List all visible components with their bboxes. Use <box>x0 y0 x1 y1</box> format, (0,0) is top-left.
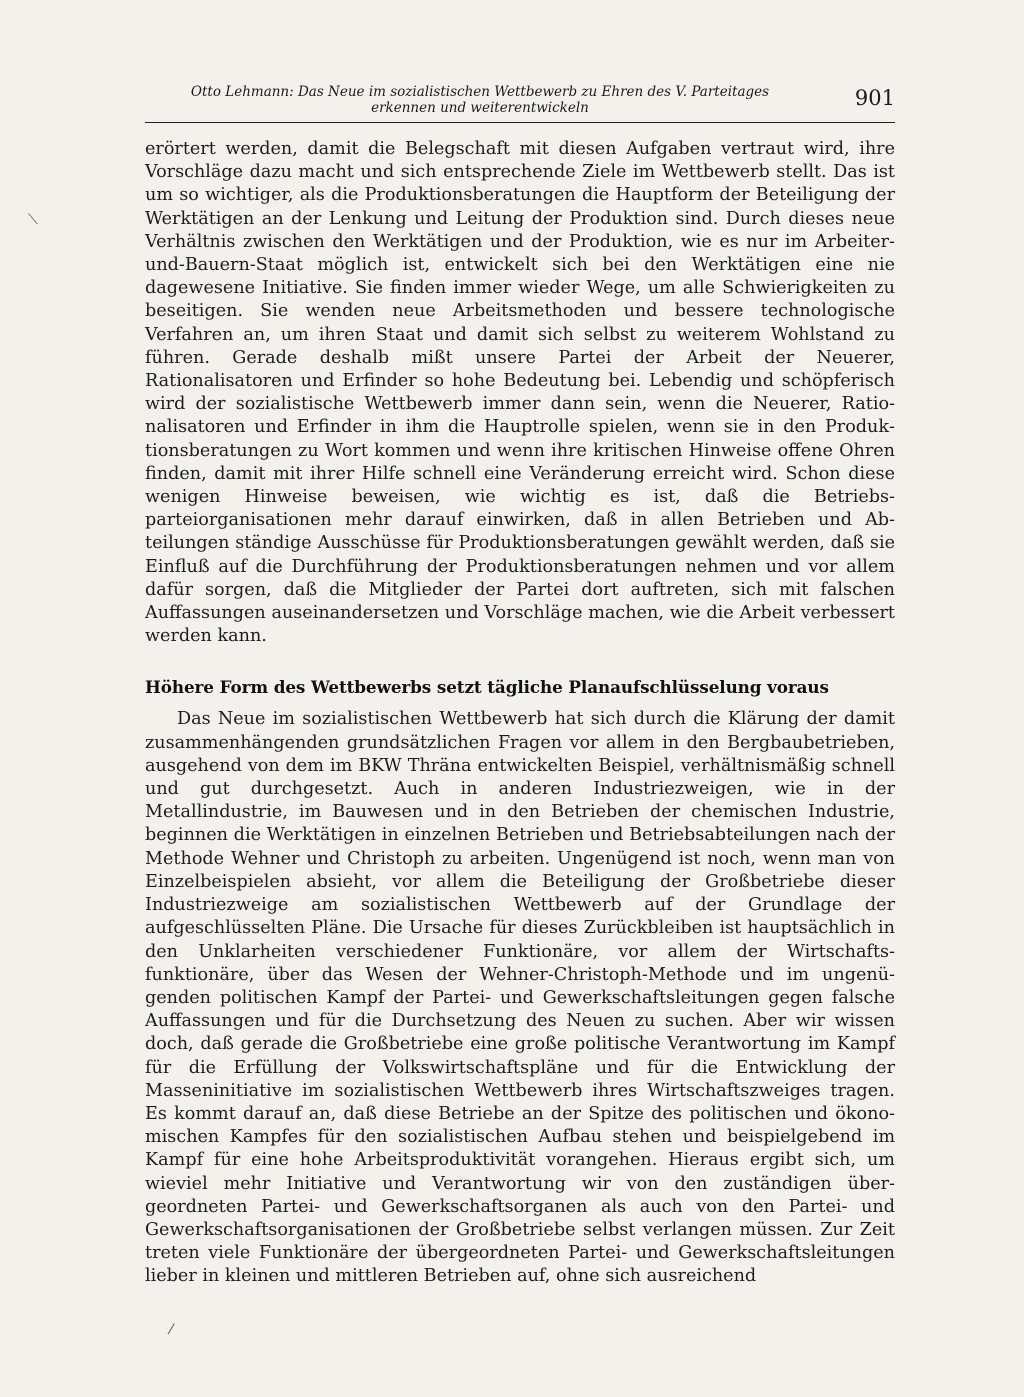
running-title-line-1: Otto Lehmann: Das Neue im sozialistischen Wettbewerb zu Ehren des V. Parteitages <box>190 84 770 100</box>
paragraph: erörtert werden, damit die Belegschaft mit diesen Aufgaben vertraut wird, ihre Vorschläge dazu macht und sich entsprechende Ziele im Wettbewerb stellt. Das ist um so wichtiger, als die Produktionsberatungen die Hauptform der Beteiligung der Werktätigen an der Lenkung und Leitung der Produktion sind. Durch dieses neue Verhältnis zwischen den Werktätigen und der Produktion, wie es nur im Arbeiter-und-Bauern-Staat möglich ist, entwickelt sich bei den Werktätigen eine nie dagewesene Initiative. Sie finden immer wieder Wege, um alle Schwierigkeiten zu beseitigen. Sie wenden neue Arbeitsmethoden und bessere technologische Verfahren an, um ihren Staat und damit sich selbst zu weiterem Wohlstand zu führen. Gerade deshalb mißt unsere Partei der Arbeit der Neuerer, Rationalisatoren und Erfinder so hohe Bedeutung bei. Lebendig und schöpferisch wird der sozialistische Wettbewerb immer dann sein, wenn die Neuerer, Rationalisatoren und Erfinder in ihm die Hauptrolle spielen, wenn sie in den Produktionsberatungen zu Wort kommen und wenn ihre kritischen Hinweise offene Ohren finden, damit mit ihrer Hilfe schnell eine Veränderung erreicht wird. Schon diese wenigen Hinweise beweisen, wie wichtig es ist, daß die Betriebsparteiorganisationen mehr darauf einwirken, daß in allen Betrieben und Abteilungen ständige Ausschüsse für Produktionsberatungen gewählt werden, daß sie Einfluß auf die Durchführung der Produktionsberatungen nehmen und vor allem dafür sorgen, daß die Mitglieder der Partei dort auftreten, sich mit falschen Auffassungen auseinandersetzen und Vorschläge machen, wie die Arbeit verbessert werden kann. <box>145 139 895 647</box>
running-title-line-2: erkennen und weiterentwickeln <box>371 100 589 116</box>
running-header <box>145 82 895 123</box>
running-title <box>145 84 815 116</box>
page-number: 901 <box>854 86 895 110</box>
margin-mark: ⁄ <box>170 1322 173 1338</box>
margin-mark: ⟍ <box>28 212 38 228</box>
paragraph: Das Neue im sozialistischen Wettbewerb hat sich durch die Klärung der damit zusammenhängenden grundsätzlichen Fragen vor allem in den Bergbaubetrieben, ausgehend von dem im BKW Thräna entwickelten Beispiel, verhältnismäßig schnell und gut durchgesetzt. Auch in anderen Industriezweigen, wie in der Metallindustrie, im Bauwesen und in den Betrieben der chemischen Industrie, beginnen die Werktätigen in einzelnen Betrieben und Betriebsabteilungen nach der Methode Wehner und Christoph zu arbeiten. Ungenügend ist noch, wenn man von Einzelbeispielen absieht, vor allem die Beteiligung der Großbetriebe dieser Industriezweige am sozialistischen Wettbewerb auf der Grundlage der aufgeschlüsselten Pläne. Die Ursache für dieses Zurückbleiben ist hauptsächlich in den Unklarheiten verschiedener Funktionäre, vor allem der Wirtschaftsfunktionäre, über das Wesen der Wehner-Christoph-Methode und im ungenügenden politischen Kampf der Partei- und Gewerkschaftsleitungen gegen falsche Auffassungen und für die Durchsetzung des Neuen zu suchen. Aber wir wissen doch, daß gerade die Großbetriebe eine große politische Verantwortung im Kampf für die Erfüllung der Volkswirtschaftspläne und für die Entwicklung der Masseninitiative im sozialistischen Wettbewerb ihres Wirtschaftszweiges tragen. Es kommt darauf an, daß diese Betriebe an der Spitze des politischen und ökonomischen Kampfes für den sozialistischen Aufbau stehen und beispielgebend im Kampf für eine hohe Arbeitsproduktivität vorangehen. Hieraus ergibt sich, um wieviel mehr Initiative und Verantwortung wir von den zuständigen übergeordneten Partei- und Gewerkschaftsorganen als auch von den Partei- und Gewerkschaftsorganisationen der Großbetriebe selbst verlangen müssen. Zur Zeit treten viele Funktionäre der übergeordneten Partei- und Gewerkschaftsleitungen lieber in kleinen und mittleren Betrieben auf, ohne sich ausreichend <box>145 709 895 1287</box>
section-heading: Höhere Form des Wettbewerbs setzt tägliche Planaufschlüsselung voraus <box>145 677 829 698</box>
article-body <box>145 138 895 1289</box>
